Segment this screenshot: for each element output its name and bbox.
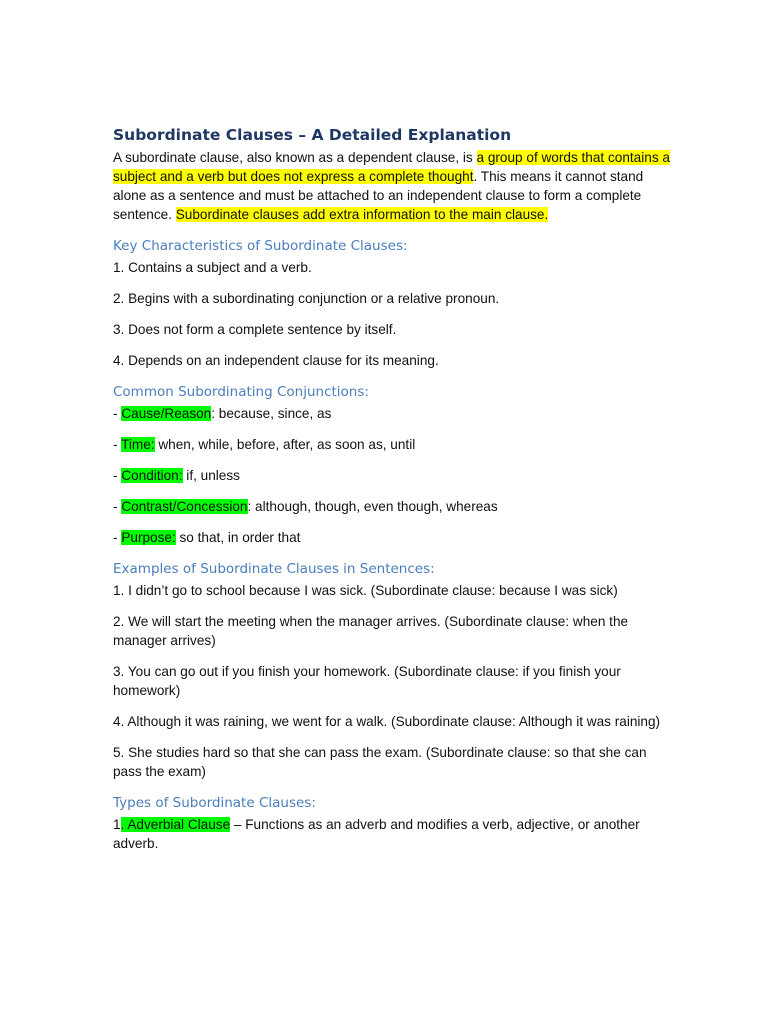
type-item bbox=[113, 815, 673, 853]
characteristic-item: 4. Depends on an independent clause for its meaning. bbox=[113, 353, 439, 368]
conjunction-item bbox=[113, 435, 673, 454]
characteristic-item: 2. Begins with a subordinating conjunction or a relative pronoun. bbox=[113, 291, 500, 306]
characteristics-heading: Key Characteristics of Subordinate Clauses: bbox=[113, 238, 408, 254]
conjunctions-heading: Common Subordinating Conjunctions: bbox=[113, 384, 369, 400]
intro-text-2: . This means it cannot stand alone as a sentence and must be attached to an independent clause to form a complete sentence. bbox=[113, 169, 644, 222]
intro-highlight-2: Subordinate clauses add extra information to the main clause. bbox=[175, 207, 549, 222]
examples-heading: Examples of Subordinate Clauses in Sentences: bbox=[113, 561, 435, 577]
type-text: – Functions as an adverb and modifies a verb, adjective, or another adverb. bbox=[113, 817, 640, 851]
conjunction-label: Time: bbox=[121, 437, 155, 452]
document-content bbox=[113, 124, 673, 865]
conjunction-label: Cause/Reason bbox=[121, 406, 212, 421]
intro-paragraph bbox=[113, 148, 673, 224]
conjunction-text: : although, though, even though, whereas bbox=[247, 499, 498, 514]
conjunction-item bbox=[113, 466, 673, 485]
example-item: 2. We will start the meeting when the manager arrives. (Subordinate clause: when the manager arrives) bbox=[113, 614, 629, 648]
conjunction-text: when, while, before, after, as soon as, until bbox=[154, 437, 416, 452]
characteristic-item: 3. Does not form a complete sentence by itself. bbox=[113, 322, 397, 337]
characteristic-item: 1. Contains a subject and a verb. bbox=[113, 260, 312, 275]
conjunction-prefix: - bbox=[113, 437, 122, 452]
type-label: . Adverbial Clause bbox=[120, 817, 231, 832]
intro-highlight-1: a group of words that contains a subject and a verb but does not express a complete thought bbox=[113, 150, 670, 184]
page-title: Subordinate Clauses – A Detailed Explanation bbox=[113, 126, 512, 144]
example-item: 3. You can go out if you finish your homework. (Subordinate clause: if you finish your homework) bbox=[113, 664, 621, 698]
conjunction-prefix: - bbox=[113, 499, 122, 514]
intro-text-1: A subordinate clause, also known as a dependent clause, is bbox=[113, 150, 477, 165]
example-item: 5. She studies hard so that she can pass the exam. (Subordinate clause: so that she can pass the exam) bbox=[113, 745, 647, 779]
conjunction-item bbox=[113, 497, 673, 516]
example-item: 1. I didn’t go to school because I was sick. (Subordinate clause: because I was sick) bbox=[113, 583, 618, 598]
example-item: 4. Although it was raining, we went for a walk. (Subordinate clause: Although it was raining) bbox=[113, 714, 661, 729]
conjunction-label: Contrast/Concession bbox=[121, 499, 248, 514]
conjunction-item bbox=[113, 404, 673, 423]
conjunction-label: Condition: bbox=[121, 468, 183, 483]
type-prefix: 1 bbox=[113, 817, 121, 832]
conjunction-label: Purpose: bbox=[121, 530, 176, 545]
conjunction-prefix: - bbox=[113, 468, 122, 483]
conjunction-text: : because, since, as bbox=[211, 406, 332, 421]
conjunction-prefix: - bbox=[113, 406, 122, 421]
conjunction-text: if, unless bbox=[182, 468, 240, 483]
conjunction-prefix: - bbox=[113, 530, 122, 545]
types-heading: Types of Subordinate Clauses: bbox=[113, 795, 316, 811]
conjunction-item bbox=[113, 528, 673, 547]
conjunction-text: so that, in order that bbox=[175, 530, 301, 545]
